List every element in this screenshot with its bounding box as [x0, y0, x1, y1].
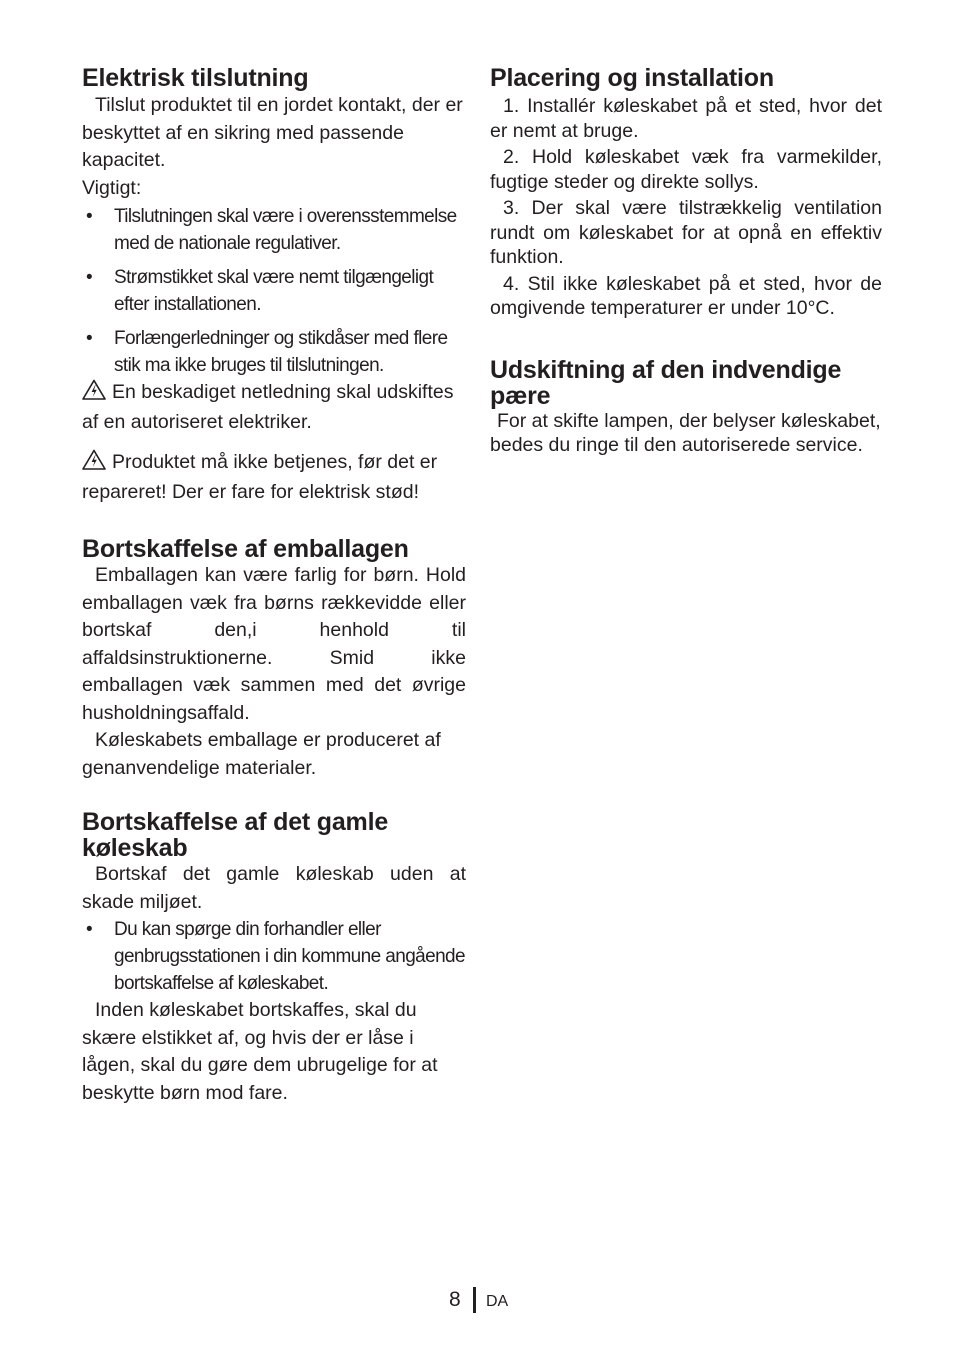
old-fridge-intro: Bortskaf det gamle køleskab uden at skade miljøet. — [82, 863, 466, 913]
placement-item-2: 2. Hold køleskabet væk fra varmekilder, fugtige steder og direkte sollys. — [490, 146, 882, 193]
warning-triangle-icon — [82, 379, 106, 409]
section-electrical-connection — [82, 65, 466, 506]
bullet-icon: • — [85, 267, 93, 288]
warning-do-not-operate: Produktet må ikke betjenes, før det er repareret! Der er fare for elektrisk stød! — [82, 451, 438, 503]
list-item: • Forlængerledninger og stikdåser med flere stik ma ikke bruges til tilslutningen. — [82, 325, 466, 379]
electrical-intro: Tilslut produktet til en jordet kontakt, der er beskyttet af en sikring med passende kapacitet. — [82, 94, 463, 171]
section-packaging-disposal — [82, 536, 466, 782]
bulb-text: For at skifte lampen, der belyser køleskabet, bedes du ringe til den autoriserede service. — [490, 409, 881, 456]
packaging-paragraph-1: Emballagen kan være farlig for børn. Hold emballagen væk fra børns rækkevidde eller bortskaf den,i henhold til affaldsinstruktionerne. Smid ikke emballagen væk sammen med det øvrige husholdningsaffald. — [82, 564, 466, 724]
placement-item-3: 3. Der skal være tilstrækkelig ventilation rundt om køleskabet for at opnå en effektiv funktion. — [490, 197, 882, 268]
packaging-paragraph-2: Køleskabets emballage er produceret af genanvendelige materialer. — [82, 729, 441, 779]
footer-divider — [473, 1287, 476, 1313]
list-item: • Strømstikket skal være nemt tilgængeligt efter installationen. — [82, 264, 466, 318]
left-column — [82, 60, 466, 1107]
bullet-icon: • — [85, 919, 93, 940]
page-number: 8 — [449, 1288, 461, 1311]
right-column — [490, 60, 882, 458]
language-code: DA — [486, 1293, 509, 1310]
section-heading: Bortskaffelse af det gamle køleskab — [82, 808, 389, 862]
section-heading: Udskiftning af den indvendige pære — [490, 355, 842, 410]
placement-item-4: 4. Stil ikke køleskabet på et sted, hvor de omgivende temperaturer er under 10°C. — [490, 272, 882, 319]
placement-item-1: 1. Installér køleskabet på et sted, hvor det er nemt at bruge. — [490, 95, 882, 142]
list-item: • Tilslutningen skal være i overensstemmelse med de nationale regulativer. — [82, 203, 466, 257]
important-label: Vigtigt: — [82, 176, 142, 199]
old-fridge-bullet-list — [82, 916, 466, 997]
bullet-icon: • — [85, 206, 93, 227]
electrical-bullet-list — [82, 203, 466, 379]
warning-damaged-cord: En beskadiget netledning skal udskiftes af en autoriseret elektriker. — [82, 381, 454, 433]
page-footer — [0, 1287, 954, 1317]
bullet-icon: • — [85, 328, 93, 349]
section-placement-installation — [490, 65, 882, 321]
section-bulb-replacement — [490, 357, 882, 458]
section-heading: Bortskaffelse af emballagen — [82, 535, 409, 563]
section-heading: Elektrisk tilslutning — [82, 64, 309, 92]
section-heading: Placering og installation — [490, 64, 774, 92]
old-fridge-outro: Inden køleskabet bortskaffes, skal du skære elstikket af, og hvis der er låse i lågen, skal du gøre dem ubrugelige for at beskytte børn mod fare. — [82, 999, 438, 1104]
section-old-fridge-disposal — [82, 809, 466, 1107]
list-item: • Du kan spørge din forhandler eller genbrugsstationen i din kommune angående bortskaffelse af køleskabet. — [82, 916, 466, 997]
warning-triangle-icon — [82, 449, 106, 479]
